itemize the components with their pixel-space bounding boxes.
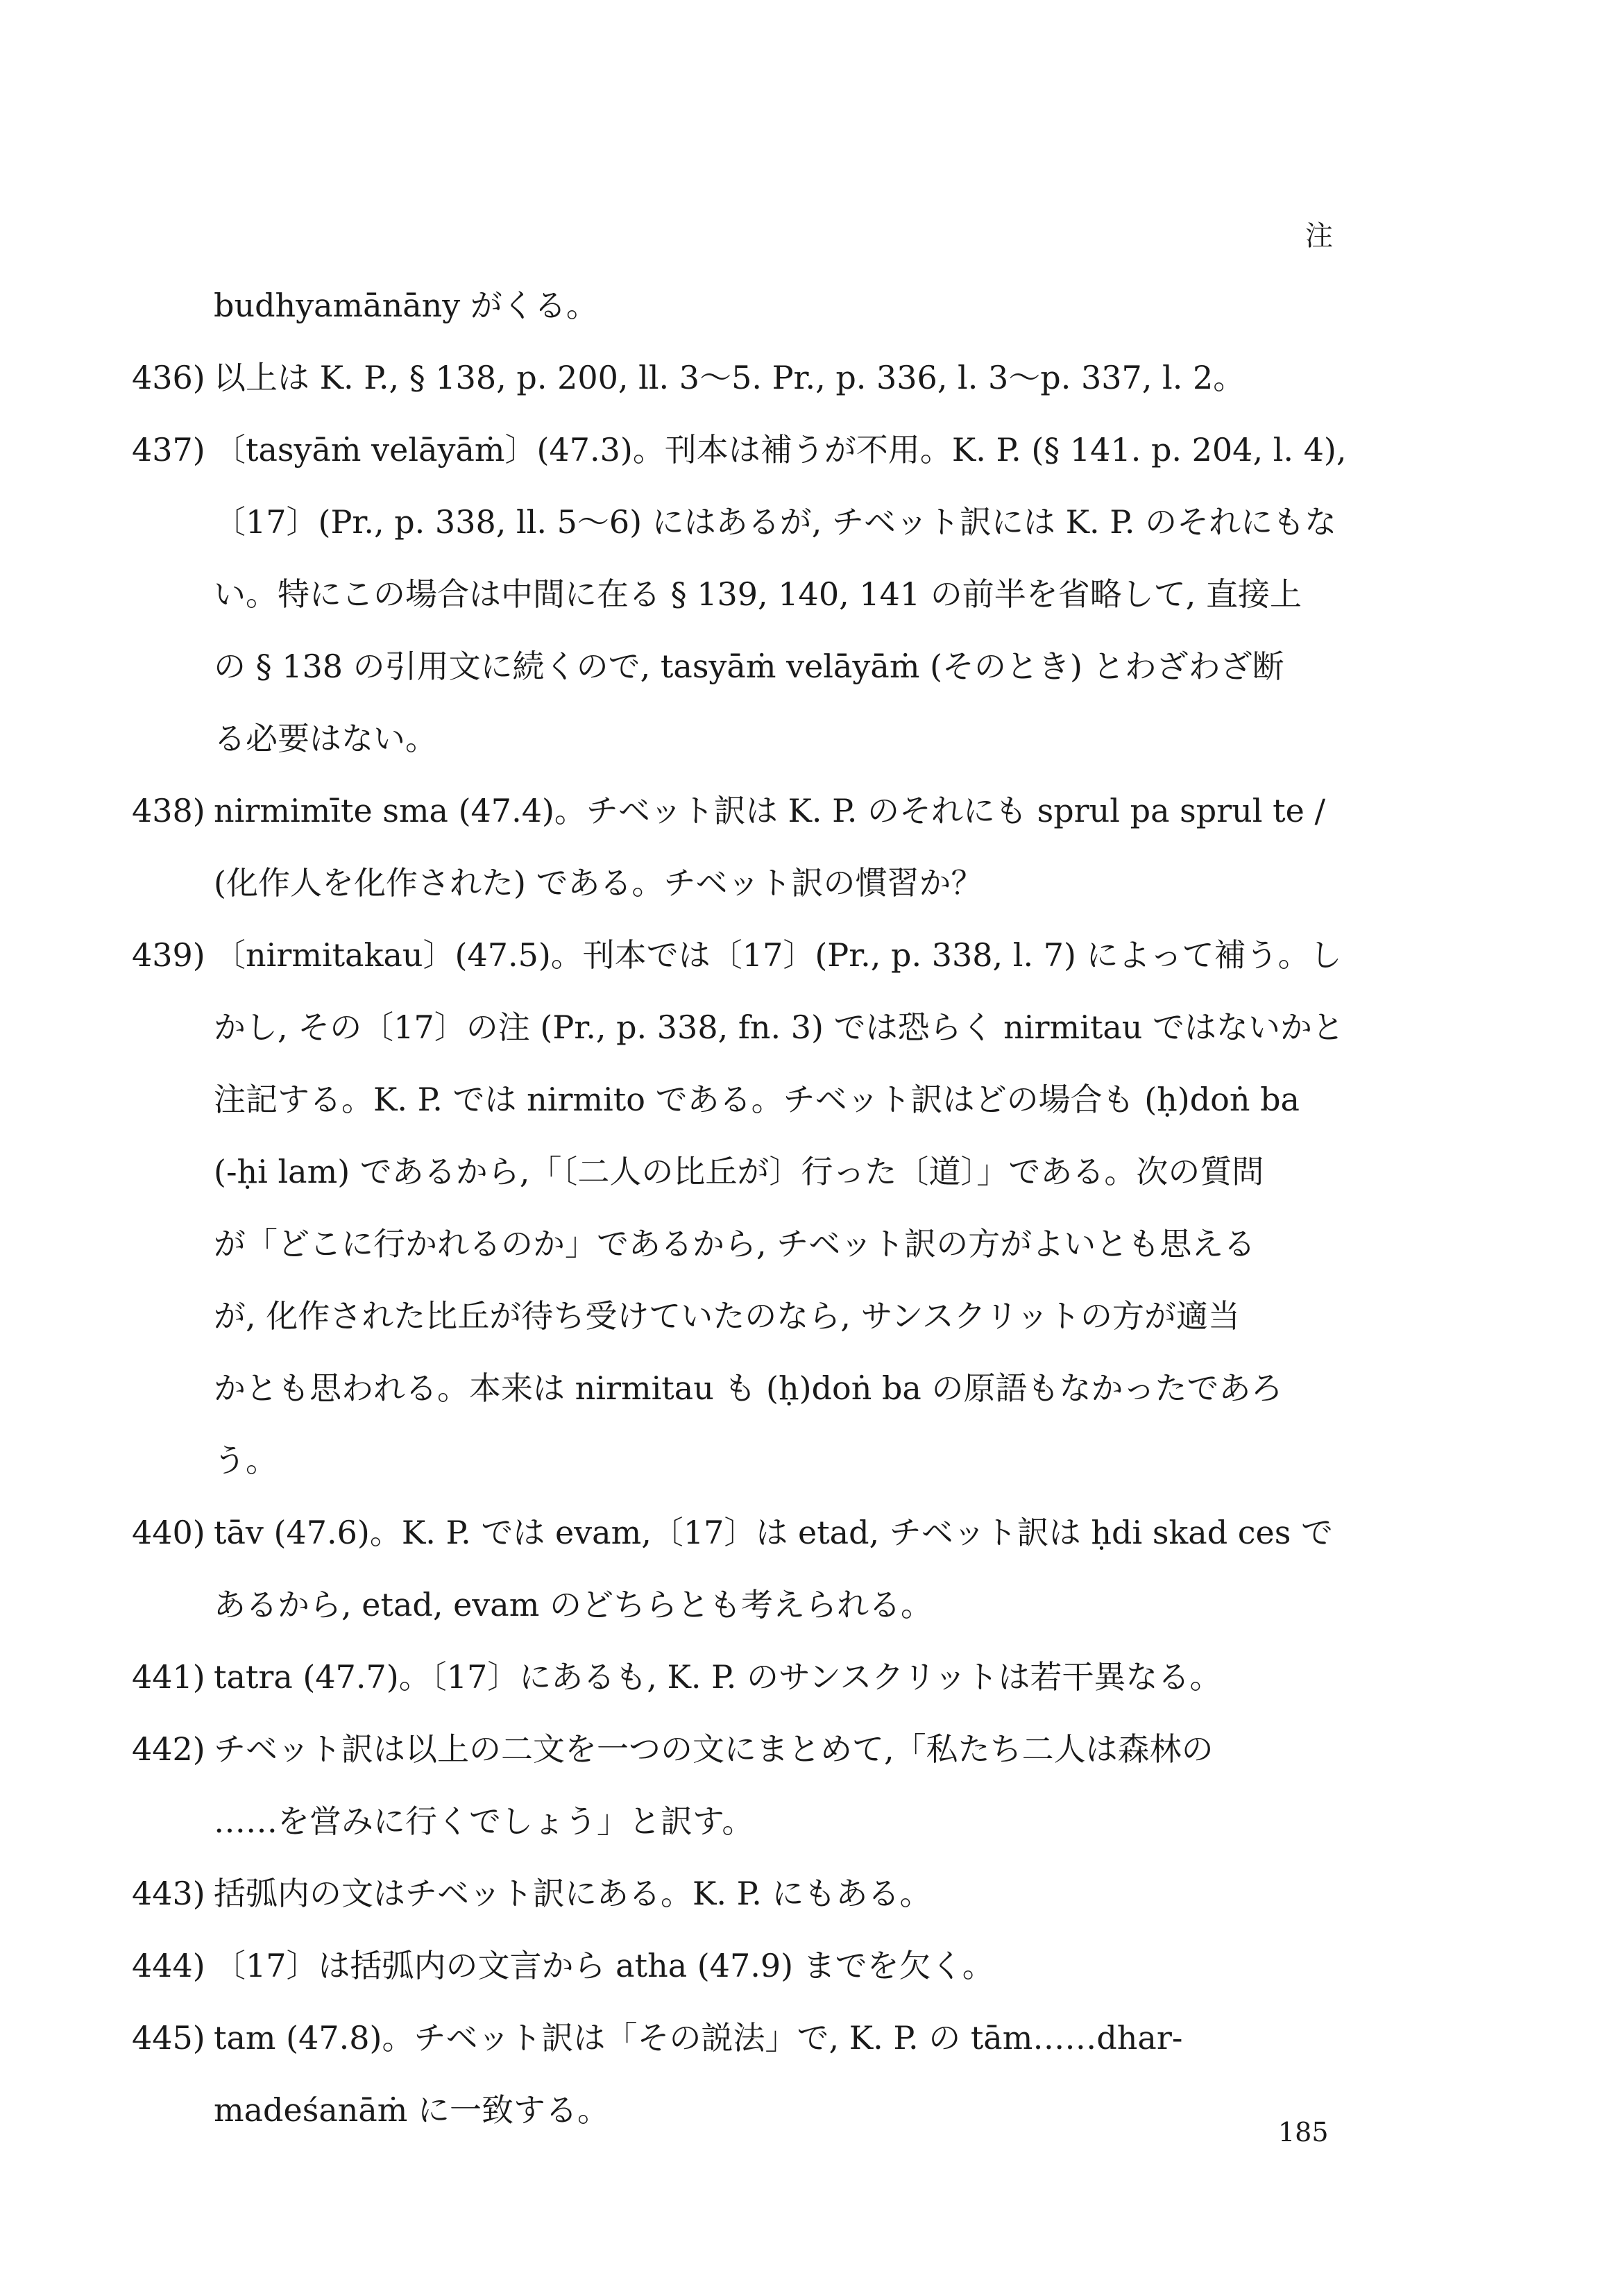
note-number: 444): [132, 1947, 205, 1984]
note-number: 445): [132, 2019, 205, 2057]
notes-container: [132, 341, 1388, 2146]
note-item: [132, 2002, 1388, 2146]
note-number: 443): [132, 1875, 205, 1912]
note-line: ……を営みに行くでしょう」と訳す。: [214, 1803, 754, 1840]
note-line: 〔17〕は括弧内の文言から atha (47.9) までを欠く。: [214, 1947, 994, 1984]
note-line: が「どこに行かれるのか」であるから, チベット訳の方がよいとも思える: [214, 1225, 1256, 1263]
note-line: が, 化作された比丘が待ち受けていたのなら, サンスクリットの方が適当: [214, 1297, 1240, 1335]
note-line: (化作人を化作された) である。チベット訳の慣習か？: [214, 864, 983, 902]
note-item: [132, 919, 1388, 1496]
note-number: 436): [132, 359, 205, 396]
note-item: [132, 414, 1388, 775]
note-item: [132, 341, 1388, 414]
note-line: (-ḥi lam) であるから,「〔二人の比丘が〕行った〔道〕」である。次の質問: [214, 1153, 1264, 1190]
note-line: tāv (47.6)。K. P. では evam,〔17〕は etad, チベット訳は ḥdi skad ces で: [214, 1514, 1334, 1551]
note-line: 括弧内の文はチベット訳にある。K. P. にもある。: [214, 1875, 932, 1912]
note-number: 439): [132, 936, 205, 974]
notes-list: [132, 269, 1388, 2146]
note-line: madeśanāṁ に一致する。: [214, 2091, 610, 2129]
note-number: 440): [132, 1514, 205, 1551]
note-line: tatra (47.7)。〔17〕にあるも, K. P. のサンスクリットは若干異なる。: [214, 1658, 1222, 1696]
note-line: 〔tasyāṁ velāyāṁ〕(47.3)。刊本は補うが不用。K. P. (§ 141. p. 204, l. 4),: [214, 431, 1347, 469]
note-item: [132, 1930, 1388, 2002]
note-item: [132, 1496, 1388, 1641]
note-line: かとも思われる。本来は nirmitau も (ḥ)doṅ ba の原語もなかったであろ: [214, 1369, 1283, 1407]
note-line: 〔nirmitakau〕(47.5)。刊本では〔17〕(Pr., p. 338, l. 7) によって補う。し: [214, 936, 1342, 974]
note-line: tam (47.8)。チベット訳は「その説法」で, K. P. の tām……dhar-: [214, 2019, 1183, 2057]
note-item: [132, 1713, 1388, 1857]
note-line: nirmimīte sma (47.4)。チベット訳は K. P. のそれにも sprul pa sprul te /: [214, 792, 1325, 829]
note-item: [132, 1857, 1388, 1930]
note-number: 441): [132, 1658, 205, 1696]
note-line: の § 138 の引用文に続くので, tasyāṁ velāyāṁ (そのとき) とわざわざ断: [214, 648, 1284, 685]
note-item: [132, 775, 1388, 919]
note-number: 438): [132, 792, 205, 829]
note-line: あるから, etad, evam のどちらとも考えられる。: [214, 1586, 933, 1623]
note-number: 437): [132, 431, 205, 469]
note-continuation: [132, 269, 1388, 341]
note-line: チベット訳は以上の二文を一つの文にまとめて,「私たち二人は森林の: [214, 1730, 1214, 1768]
note-number: 442): [132, 1730, 205, 1768]
note-line: かし, その〔17〕の注 (Pr., p. 338, fn. 3) では恐らく nirmitau ではないかと: [214, 1008, 1345, 1046]
note-item: [132, 1641, 1388, 1713]
running-head: 注: [1305, 220, 1334, 252]
note-line: 以上は K. P., § 138, p. 200, ll. 3〜5. Pr., p. 336, l. 3〜p. 337, l. 2。: [214, 359, 1246, 396]
note-line: 〔17〕(Pr., p. 338, ll. 5〜6) にはあるが, チベット訳には K. P. のそれにもな: [214, 503, 1337, 541]
note-line: る必要はない。: [214, 720, 437, 757]
note-line: budhyamānāny がくる。: [214, 287, 598, 324]
page-number: 185: [1278, 2117, 1329, 2147]
note-line: 注記する。K. P. では nirmito である。チベット訳はどの場合も (ḥ)doṅ ba: [214, 1081, 1300, 1118]
note-line: う。: [214, 1442, 278, 1479]
note-line: い。特にこの場合は中間に在る § 139, 140, 141 の前半を省略して, 直接上: [214, 575, 1302, 613]
